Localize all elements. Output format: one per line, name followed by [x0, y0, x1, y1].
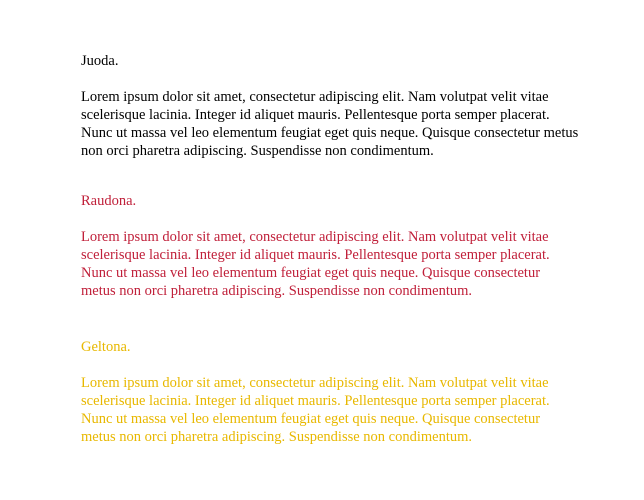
section-heading-red: Raudona.	[81, 193, 137, 209]
section-black	[81, 52, 581, 160]
section-paragraph-yellow: Lorem ipsum dolor sit amet, consectetur adipiscing elit. Nam volutpat velit vitae scelerisque lacinia. Integer id aliquet mauris. Pellentesque porta semper placerat. Nunc ut massa vel leo elementum feugiat eget quis neque. Quisque consectetur metus non orci pharetra adipiscing. Suspendisse non condimentum.	[81, 375, 550, 445]
section-yellow	[81, 338, 561, 446]
section-heading-yellow: Geltona.	[81, 339, 131, 355]
section-paragraph-red: Lorem ipsum dolor sit amet, consectetur adipiscing elit. Nam volutpat velit vitae scelerisque lacinia. Integer id aliquet mauris. Pellentesque porta semper placerat. Nunc ut massa vel leo elementum feugiat eget quis neque. Quisque consectetur metus non orci pharetra adipiscing. Suspendisse non condimentum.	[81, 229, 550, 299]
section-red	[81, 192, 561, 300]
section-paragraph-black: Lorem ipsum dolor sit amet, consectetur adipiscing elit. Nam volutpat velit vitae scelerisque lacinia. Integer id aliquet mauris. Pellentesque porta semper placerat. Nunc ut massa vel leo elementum feugiat eget quis neque. Quisque consectetur metus non orci pharetra adipiscing. Suspendisse non condimentum.	[81, 89, 579, 159]
section-heading-black: Juoda.	[81, 53, 119, 69]
